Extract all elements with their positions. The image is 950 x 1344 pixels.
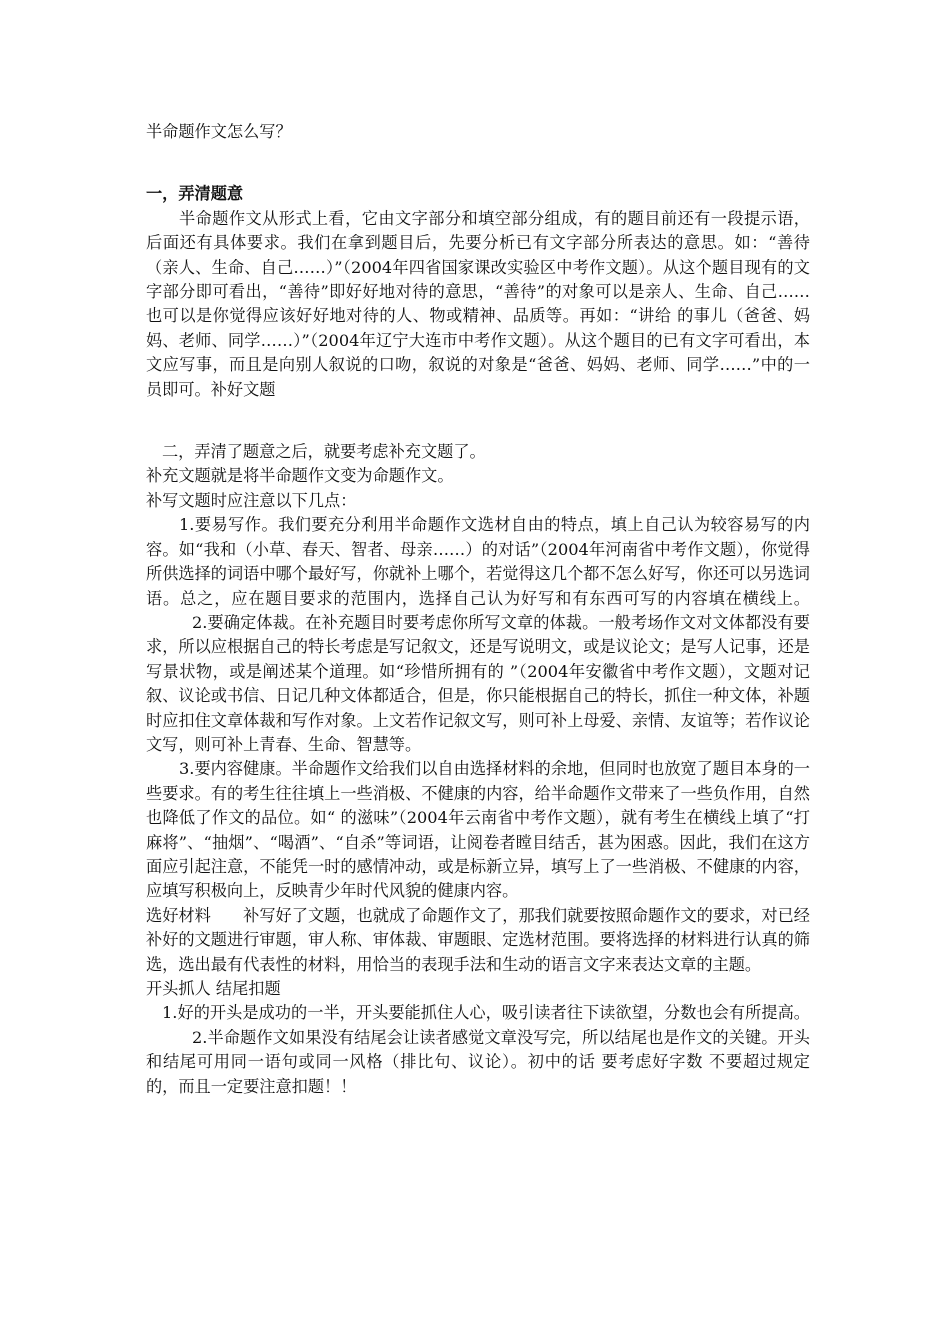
spacer <box>146 402 810 440</box>
opening-ending-heading: 开头抓人 结尾扣题 <box>146 979 281 998</box>
section-2-line-2: 补充文题就是将半命题作文变为命题作文。 <box>146 466 454 486</box>
paragraph-material: 选好材料 补写好了文题，也就成了命题作文了，那我们就要按照命题作文的要求，对已经补好的文题进行审题，审人称、审体裁、审题眼、定选材范围。要将选择的材料进行认真的筛选，选出最有代表性的材料，用恰当的表现手法和生动的语言文字来表达文章的主题。 <box>146 905 810 974</box>
paragraph-clarify-topic: 半命题作文从形式上看，它由文字部分和填空部分组成，有的题目前还有一段提示语，后面还有具体要求。我们在拿到题目后，先要分析已有文字部分所表达的意思。如：“善待（亲人、生命、自己……）”（2004年四省国家课改实验区中考作文题）。从这个题目现有的文字部分即可看出，“善待”即好好地对待的意思，“善待”的对象可以是亲人、生命、自己……也可以是你觉得应该好好地对待的人、物或精神、品质等。再如：“讲给 的事儿（爸爸、妈妈、老师、同学……）”（2004年辽宁大连市中考作文题）。从这个题目的已有文字可看出，本文应写事，而且是向别人叙说的口吻，叙说的对象是“爸爸、妈妈、老师、同学……”中的一员即可。补好文题 <box>146 208 810 399</box>
document-body <box>146 120 810 1099</box>
section-2-line-3: 补写文题时应注意以下几点： <box>146 490 357 510</box>
point-1-text: 1.要易写作。我们要充分利用半命题作文选材自由的特点，填上自己认为较容易写的内容。如“我和（小草、春天、智者、母亲……）的对话”（2004年河南省中考作文题），你觉得所供选择的词语中哪个最好写，你就补上哪个，若觉得这几个都不怎么好写，你还可以另选词语。总之，应在题目要求的范围内，选择自己认为好写和有东西可写的内容填在横线上。 <box>146 515 810 608</box>
paragraph-points-1-2 <box>146 513 810 757</box>
section-2-heading: 二，弄清了题意之后，就要考虑补充文题了。 <box>162 442 486 462</box>
paragraph-opening-ending <box>146 1001 810 1099</box>
point-2-text: 2.要确定体裁。在补充题目时要考虑你所写文章的体裁。一般考场作文对文体都没有要求，所以应根据自己的特长考虑是写记叙文，还是写说明文，或是议论文；是写人记事，还是写景状物，或是阐述某个道理。如“珍惜所拥有的 ”（2004年安徽省中考作文题），文题对记叙、议论或书信、日记几种文体都适合，但是，你只能根据自己的特长，抓住一种文体，补题时应扣住文章体裁和写作对象。上文若作记叙文写，则可补上母爱、亲情、友谊等；若作议论文写，则可补上青春、生命、智慧等。 <box>146 612 810 754</box>
ending-point-2: 2.半命题作文如果没有结尾会让读者感觉文章没写完，所以结尾也是作文的关键。开头和结尾可用同一语句或同一风格（排比句、议论）。初中的话 要考虑好字数 不要超过规定的，而且一定要注意扣题！！ <box>146 1027 810 1096</box>
paragraph-point-3: 3.要内容健康。半命题作文给我们以自由选择材料的余地，但同时也放宽了题目本身的一些要求。有的考生往往填上一些消极、不健康的内容，给半命题作文带来了一些负作用，自然也降低了作文的品位。如“ 的滋味”（2004年云南省中考作文题），就有考生在横线上填了“打麻将”、“抽烟”、“喝酒”、“自杀”等词语，让阅卷者瞠目结舌，甚为困惑。因此，我们在这方面应引起注意，不能凭一时的感情冲动，或是标新立异，填写上了一些消极、不健康的内容，应填写积极向上，反映青少年时代风貌的健康内容。 <box>146 759 810 901</box>
document-title: 半命题作文怎么写？ <box>146 122 292 141</box>
section-1-heading: 一，弄清题意 <box>146 184 244 204</box>
ending-point-1: 1.好的开头是成功的一半，开头要能抓住人心，吸引读者往下读欲望，分数也会有所提高。 <box>162 1003 810 1023</box>
